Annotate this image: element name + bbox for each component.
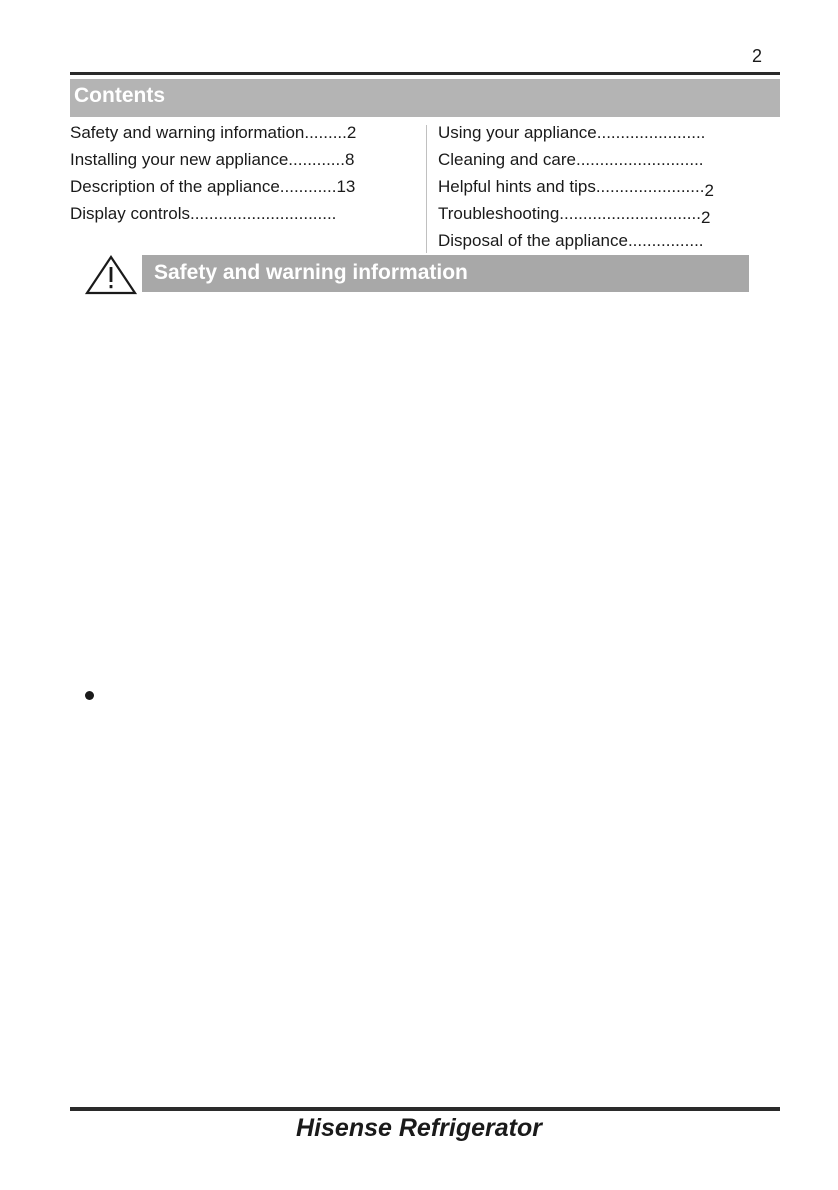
page-number: 2	[752, 46, 763, 66]
top-divider	[70, 72, 780, 75]
bullet-point	[85, 691, 94, 700]
toc-item-using: Using your appliance.......................	[438, 123, 706, 142]
warning-triangle-icon	[84, 254, 138, 296]
bottom-divider	[70, 1107, 780, 1111]
toc-item-troubleshooting: Troubleshooting..............................2	[438, 204, 711, 227]
contents-title: Contents	[74, 84, 165, 107]
toc-page-hints: 2	[704, 181, 714, 200]
toc-right-column	[438, 119, 714, 254]
toc-item-hints: Helpful hints and tips.......................2	[438, 177, 714, 200]
toc-item-description: Description of the appliance............13	[70, 177, 356, 196]
toc-item-display-controls: Display controls...............................	[70, 204, 337, 223]
toc-left-column	[70, 119, 356, 227]
toc-column-divider	[426, 125, 427, 253]
toc-item-safety: Safety and warning information.........2	[70, 123, 357, 142]
toc-item-cleaning: Cleaning and care...........................	[438, 150, 704, 169]
toc-item-installing: Installing your new appliance............8	[70, 150, 355, 169]
toc-page-troubleshooting: 2	[700, 208, 711, 227]
contents-header-bar	[70, 79, 780, 117]
toc-item-disposal: Disposal of the appliance................	[438, 231, 704, 250]
safety-title: Safety and warning information	[154, 261, 468, 284]
footer-brand: Hisense Refrigerator	[296, 1114, 542, 1142]
